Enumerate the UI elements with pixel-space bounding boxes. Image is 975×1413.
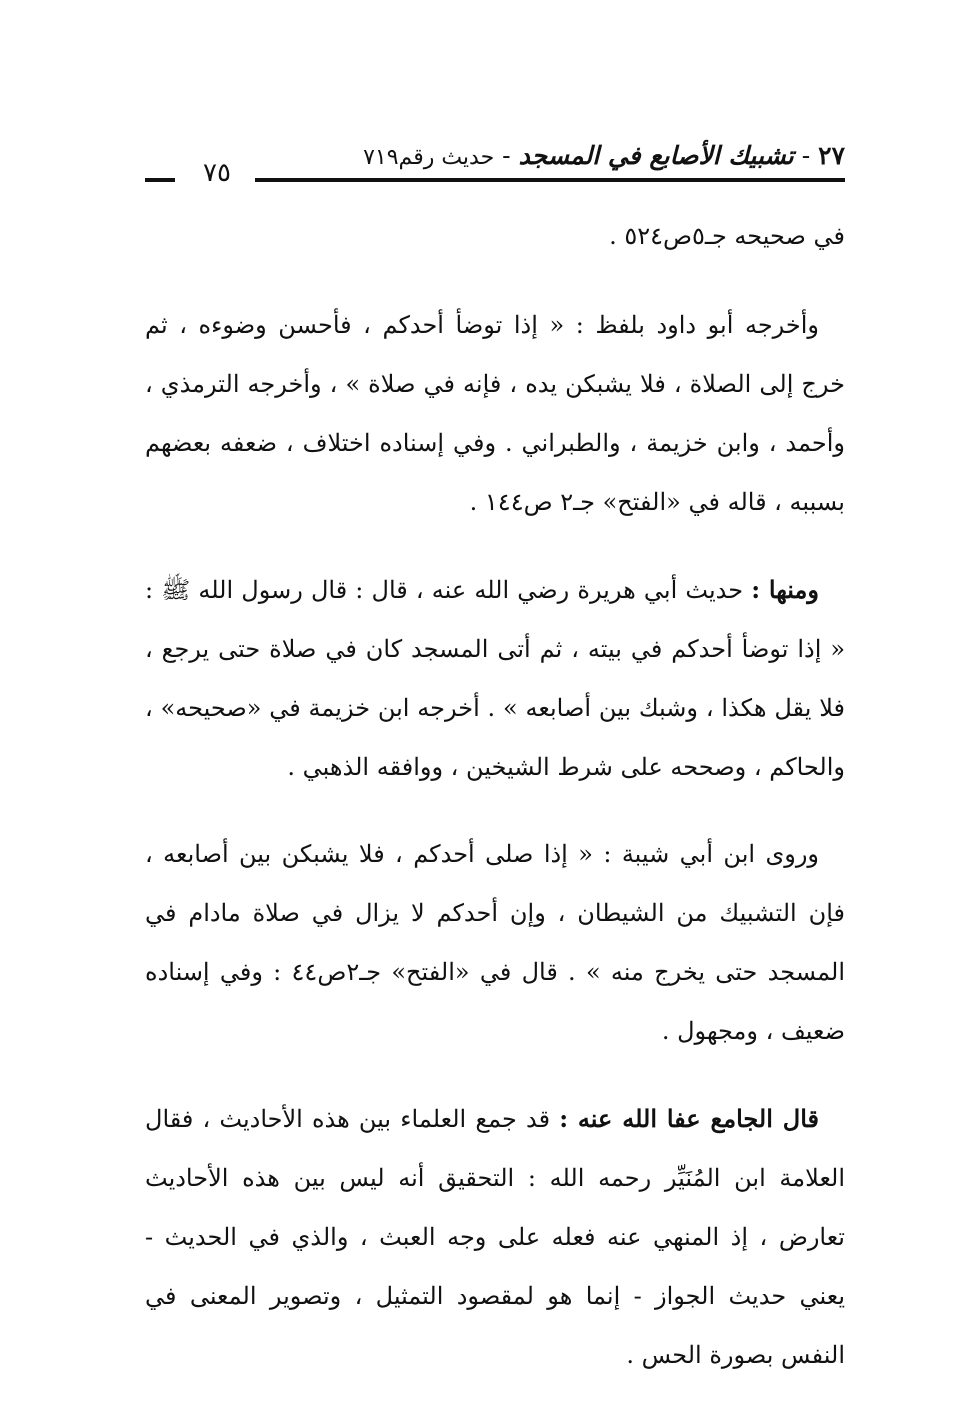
page-body (145, 207, 845, 1413)
paragraph-5-lead: قال الجامع عفا الله عنه : (559, 1104, 819, 1133)
paragraph-3 (145, 560, 845, 797)
paragraph-4 (145, 825, 845, 1061)
paragraph-3-text: حديث أبي هريرة رضي الله عنه ، قال : قال رسول الله ﷺ : « إذا توضأ أحدكم في بيته ، ثم أتى المسجد كان في صلاة حتى يرجع ، فلا يقل هكذا ، وشبك بين أصابعه » . أخرجه ابن خزيمة في «صحيحه» ، والحاكم ، وصححه على شرط الشيخين ، ووافقه الذهبي . (145, 576, 845, 781)
page-number: ٧٥ (203, 158, 231, 188)
paragraph-5-text: قد جمع العلماء بين هذه الأحاديث ، فقال العلامة ابن المُنَيِّر رحمه الله : التحقيق أنه ليس بين هذه الأحاديث تعارض ، إذ المنهي عنه فعله على وجه العبث ، والذي في الحديث - يعني حديث الجواز - إنما هو لمقصود التمثيل ، وتصوير المعنى في النفس بصورة الحس . (145, 1105, 845, 1369)
paragraph-1-text: في صحيحه جـ٥ص٥٢٤ . (609, 222, 845, 250)
chapter-number: ٢٧ (818, 141, 845, 170)
paragraph-5 (145, 1089, 845, 1385)
paragraph-2 (145, 296, 845, 532)
page-number-dash (145, 178, 175, 182)
header-title: ٢٧ - تشبيك الأصابع في المسجد - حديث رقم٧١٩ (363, 141, 845, 170)
paragraph-4-text: وروى ابن أبي شيبة : « إذا صلى أحدكم ، فلا يشبكن بين أصابعه ، فإن التشبيك من الشيطان ، وإن أحدكم لا يزال في صلاة مادام في المسجد حتى يخرج منه » . قال في «الفتح» جـ٢ص٤٤ : وفي إسناده ضعيف ، ومجهول . (145, 840, 845, 1045)
header-rule (255, 178, 845, 182)
chapter-title: تشبيك الأصابع في المسجد (518, 141, 794, 170)
paragraph-2-text: وأخرجه أبو داود بلفظ : « إذا توضأ أحدكم ، فأحسن وضوءه ، ثم خرج إلى الصلاة ، فلا يشبكن يده ، فإنه في صلاة » ، وأخرجه الترمذي ، وأحمد ، وابن خزيمة ، والطبراني . وفي إسناده اختلاف ، ضعفه بعضهم بسببه ، قاله في «الفتح» جـ٢ ص١٤٤ . (145, 311, 845, 516)
hadith-reference: حديث رقم٧١٩ (363, 145, 495, 170)
running-header (145, 138, 845, 188)
paragraph-1 (145, 207, 845, 266)
paragraph-3-lead: ومنها : (751, 575, 819, 604)
